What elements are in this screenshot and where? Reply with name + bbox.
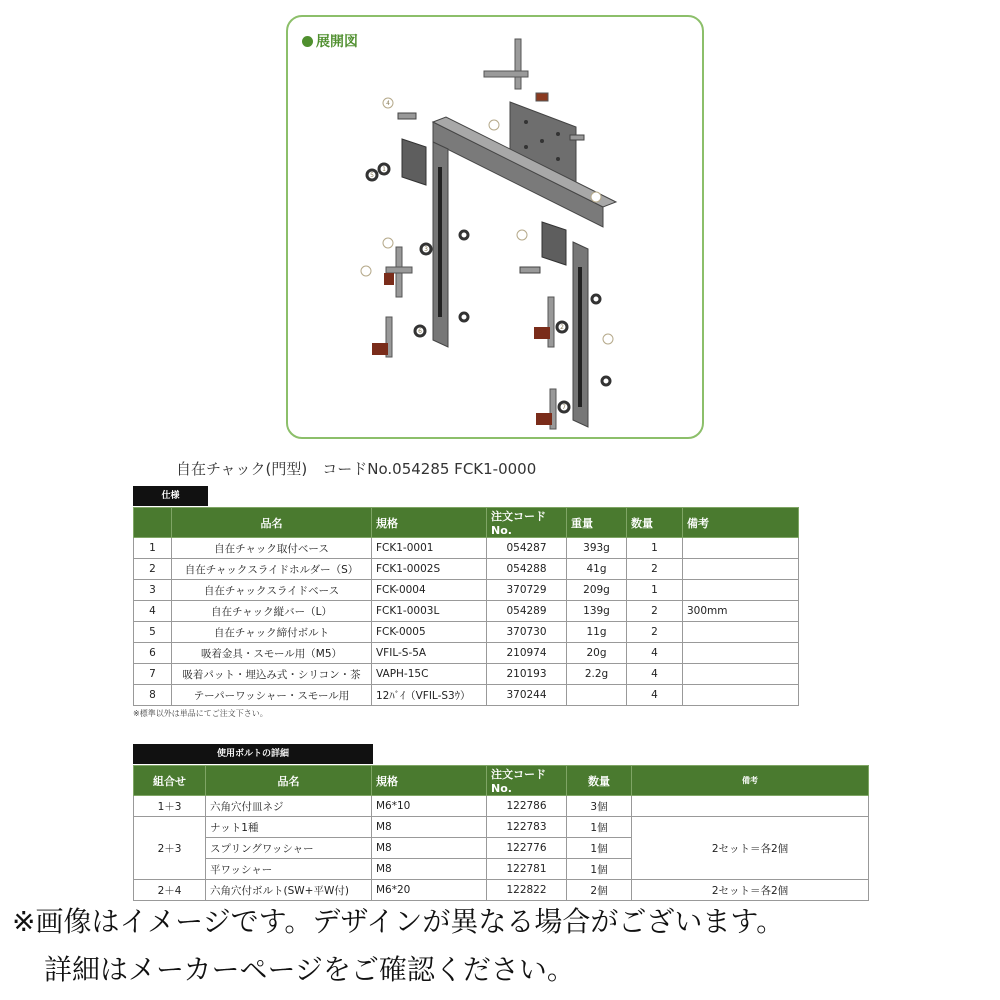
row-combo: 2＋3 (134, 817, 206, 880)
row-name: 自在チャック締付ボルト (172, 622, 372, 643)
row-code: 122781 (487, 859, 567, 880)
bolts-header-qty: 数量 (567, 766, 632, 796)
row-weight: 11g (567, 622, 627, 643)
row-name: 六角穴付ボルト(SW+平W付) (206, 880, 372, 901)
spec-section-label: 仕様 (133, 486, 208, 506)
part-callout-label: 6 (418, 328, 422, 335)
table-row (134, 622, 799, 643)
row-no: 8 (134, 685, 172, 706)
row-combo: 2＋4 (134, 880, 206, 901)
row-note (683, 559, 799, 580)
disclaimer-line-1: ※画像はイメージです。デザインが異なる場合がございます。 (12, 905, 785, 938)
exploded-view-illustration (288, 17, 706, 441)
table-row (134, 601, 799, 622)
part-callout-label: 3 (424, 246, 428, 253)
row-code: 054289 (487, 601, 567, 622)
diagram-title-text: 展開図 (316, 34, 358, 50)
spec-header-note: 備考 (683, 508, 799, 538)
table-row (134, 796, 869, 817)
row-note (683, 643, 799, 664)
row-qty: 4 (627, 685, 683, 706)
spec-footnote: ※標準以外は単品にてご注文下さい。 (133, 709, 268, 718)
table-row (134, 817, 869, 838)
row-note (683, 685, 799, 706)
row-code: 370730 (487, 622, 567, 643)
row-spec: M6*20 (372, 880, 487, 901)
row-spec: M6*10 (372, 796, 487, 817)
row-spec: M8 (372, 838, 487, 859)
row-spec: VAPH-15C (372, 664, 487, 685)
row-spec: FCK1-0003L (372, 601, 487, 622)
row-qty: 2 (627, 622, 683, 643)
row-note (683, 664, 799, 685)
row-code: 054287 (487, 538, 567, 559)
disclaimer-line-2: 詳細はメーカーページをご確認ください。 (44, 953, 575, 986)
part-callout-label: 1 (382, 166, 386, 173)
row-code: 122783 (487, 817, 567, 838)
row-name: 自在チャック縦バー（L） (172, 601, 372, 622)
row-spec: FCK-0005 (372, 622, 487, 643)
row-no: 1 (134, 538, 172, 559)
row-qty: 1個 (567, 838, 632, 859)
table-row (134, 538, 799, 559)
row-qty: 1 (627, 580, 683, 601)
row-name: 平ワッシャー (206, 859, 372, 880)
bolts-header-name: 品名 (206, 766, 372, 796)
spec-header-row (134, 508, 799, 538)
row-note (683, 538, 799, 559)
disclaimer (12, 898, 784, 994)
row-name: テーパーワッシャー・スモール用 (172, 685, 372, 706)
row-weight: 393g (567, 538, 627, 559)
bolts-header-note: 備考 (632, 766, 869, 796)
row-name: ナット1種 (206, 817, 372, 838)
row-no: 4 (134, 601, 172, 622)
row-no: 6 (134, 643, 172, 664)
row-qty: 2 (627, 559, 683, 580)
row-name: 吸着金具・スモール用（M5） (172, 643, 372, 664)
part-callout-label: 5 (370, 172, 374, 179)
row-spec: VFIL-S-5A (372, 643, 487, 664)
row-code: 122786 (487, 796, 567, 817)
part-callout-label: 2 (560, 324, 564, 331)
row-spec: M8 (372, 817, 487, 838)
row-name: 自在チャック取付ベース (172, 538, 372, 559)
bolts-header-row (134, 766, 869, 796)
row-code: 054288 (487, 559, 567, 580)
table-row (134, 664, 799, 685)
row-qty: 3個 (567, 796, 632, 817)
row-code: 122822 (487, 880, 567, 901)
row-code: 370244 (487, 685, 567, 706)
row-no: 3 (134, 580, 172, 601)
table-row (134, 685, 799, 706)
row-weight (567, 685, 627, 706)
row-qty: 4 (627, 643, 683, 664)
bolts-table (133, 765, 869, 901)
spec-header-spec: 規格 (372, 508, 487, 538)
row-code: 122776 (487, 838, 567, 859)
row-spec: 12ﾊﾞｲ（VFIL-S3ｳ） (372, 685, 487, 706)
row-note: 300mm (683, 601, 799, 622)
table-row (134, 580, 799, 601)
row-code: 210974 (487, 643, 567, 664)
row-spec: FCK-0004 (372, 580, 487, 601)
table-row (134, 643, 799, 664)
row-qty: 2個 (567, 880, 632, 901)
row-weight: 2.2g (567, 664, 627, 685)
row-name: 吸着パット・埋込み式・シリコン・茶 (172, 664, 372, 685)
row-spec: FCK1-0002S (372, 559, 487, 580)
row-weight: 139g (567, 601, 627, 622)
part-callout-label: 4 (386, 100, 390, 107)
row-qty: 1個 (567, 859, 632, 880)
row-name: 六角穴付皿ネジ (206, 796, 372, 817)
row-combo: 1＋3 (134, 796, 206, 817)
row-weight: 41g (567, 559, 627, 580)
row-no: 2 (134, 559, 172, 580)
row-code: 210193 (487, 664, 567, 685)
product-title: 自在チャック(門型) コードNo.054285 FCK1-0000 (176, 460, 537, 478)
spec-header-weight: 重量 (567, 508, 627, 538)
spec-header-code: 注文コードNo. (487, 508, 567, 538)
row-name: 自在チャックスライドホルダー（S） (172, 559, 372, 580)
bolts-header-combo: 組合せ (134, 766, 206, 796)
bolts-header-code: 注文コードNo. (487, 766, 567, 796)
spec-table (133, 507, 799, 706)
row-spec: FCK1-0001 (372, 538, 487, 559)
row-name: スプリングワッシャー (206, 838, 372, 859)
row-qty: 1個 (567, 817, 632, 838)
row-no: 7 (134, 664, 172, 685)
row-note (632, 796, 869, 817)
row-weight: 20g (567, 643, 627, 664)
row-qty: 2 (627, 601, 683, 622)
row-note-group: 2セット＝各2個 (632, 817, 869, 880)
row-weight: 209g (567, 580, 627, 601)
row-note (683, 622, 799, 643)
spec-header-no (134, 508, 172, 538)
row-spec: M8 (372, 859, 487, 880)
row-note (683, 580, 799, 601)
table-row (134, 559, 799, 580)
part-callout-label: 7 (562, 404, 566, 411)
bolts-section-label: 使用ボルトの詳細 (133, 744, 373, 764)
row-no: 5 (134, 622, 172, 643)
spec-header-name: 品名 (172, 508, 372, 538)
row-note: 2セット＝各2個 (632, 880, 869, 901)
bolts-header-spec: 規格 (372, 766, 487, 796)
row-code: 370729 (487, 580, 567, 601)
spec-header-qty: 数量 (627, 508, 683, 538)
row-qty: 1 (627, 538, 683, 559)
row-name: 自在チャックスライドベース (172, 580, 372, 601)
diagram-panel (286, 15, 704, 439)
row-qty: 4 (627, 664, 683, 685)
